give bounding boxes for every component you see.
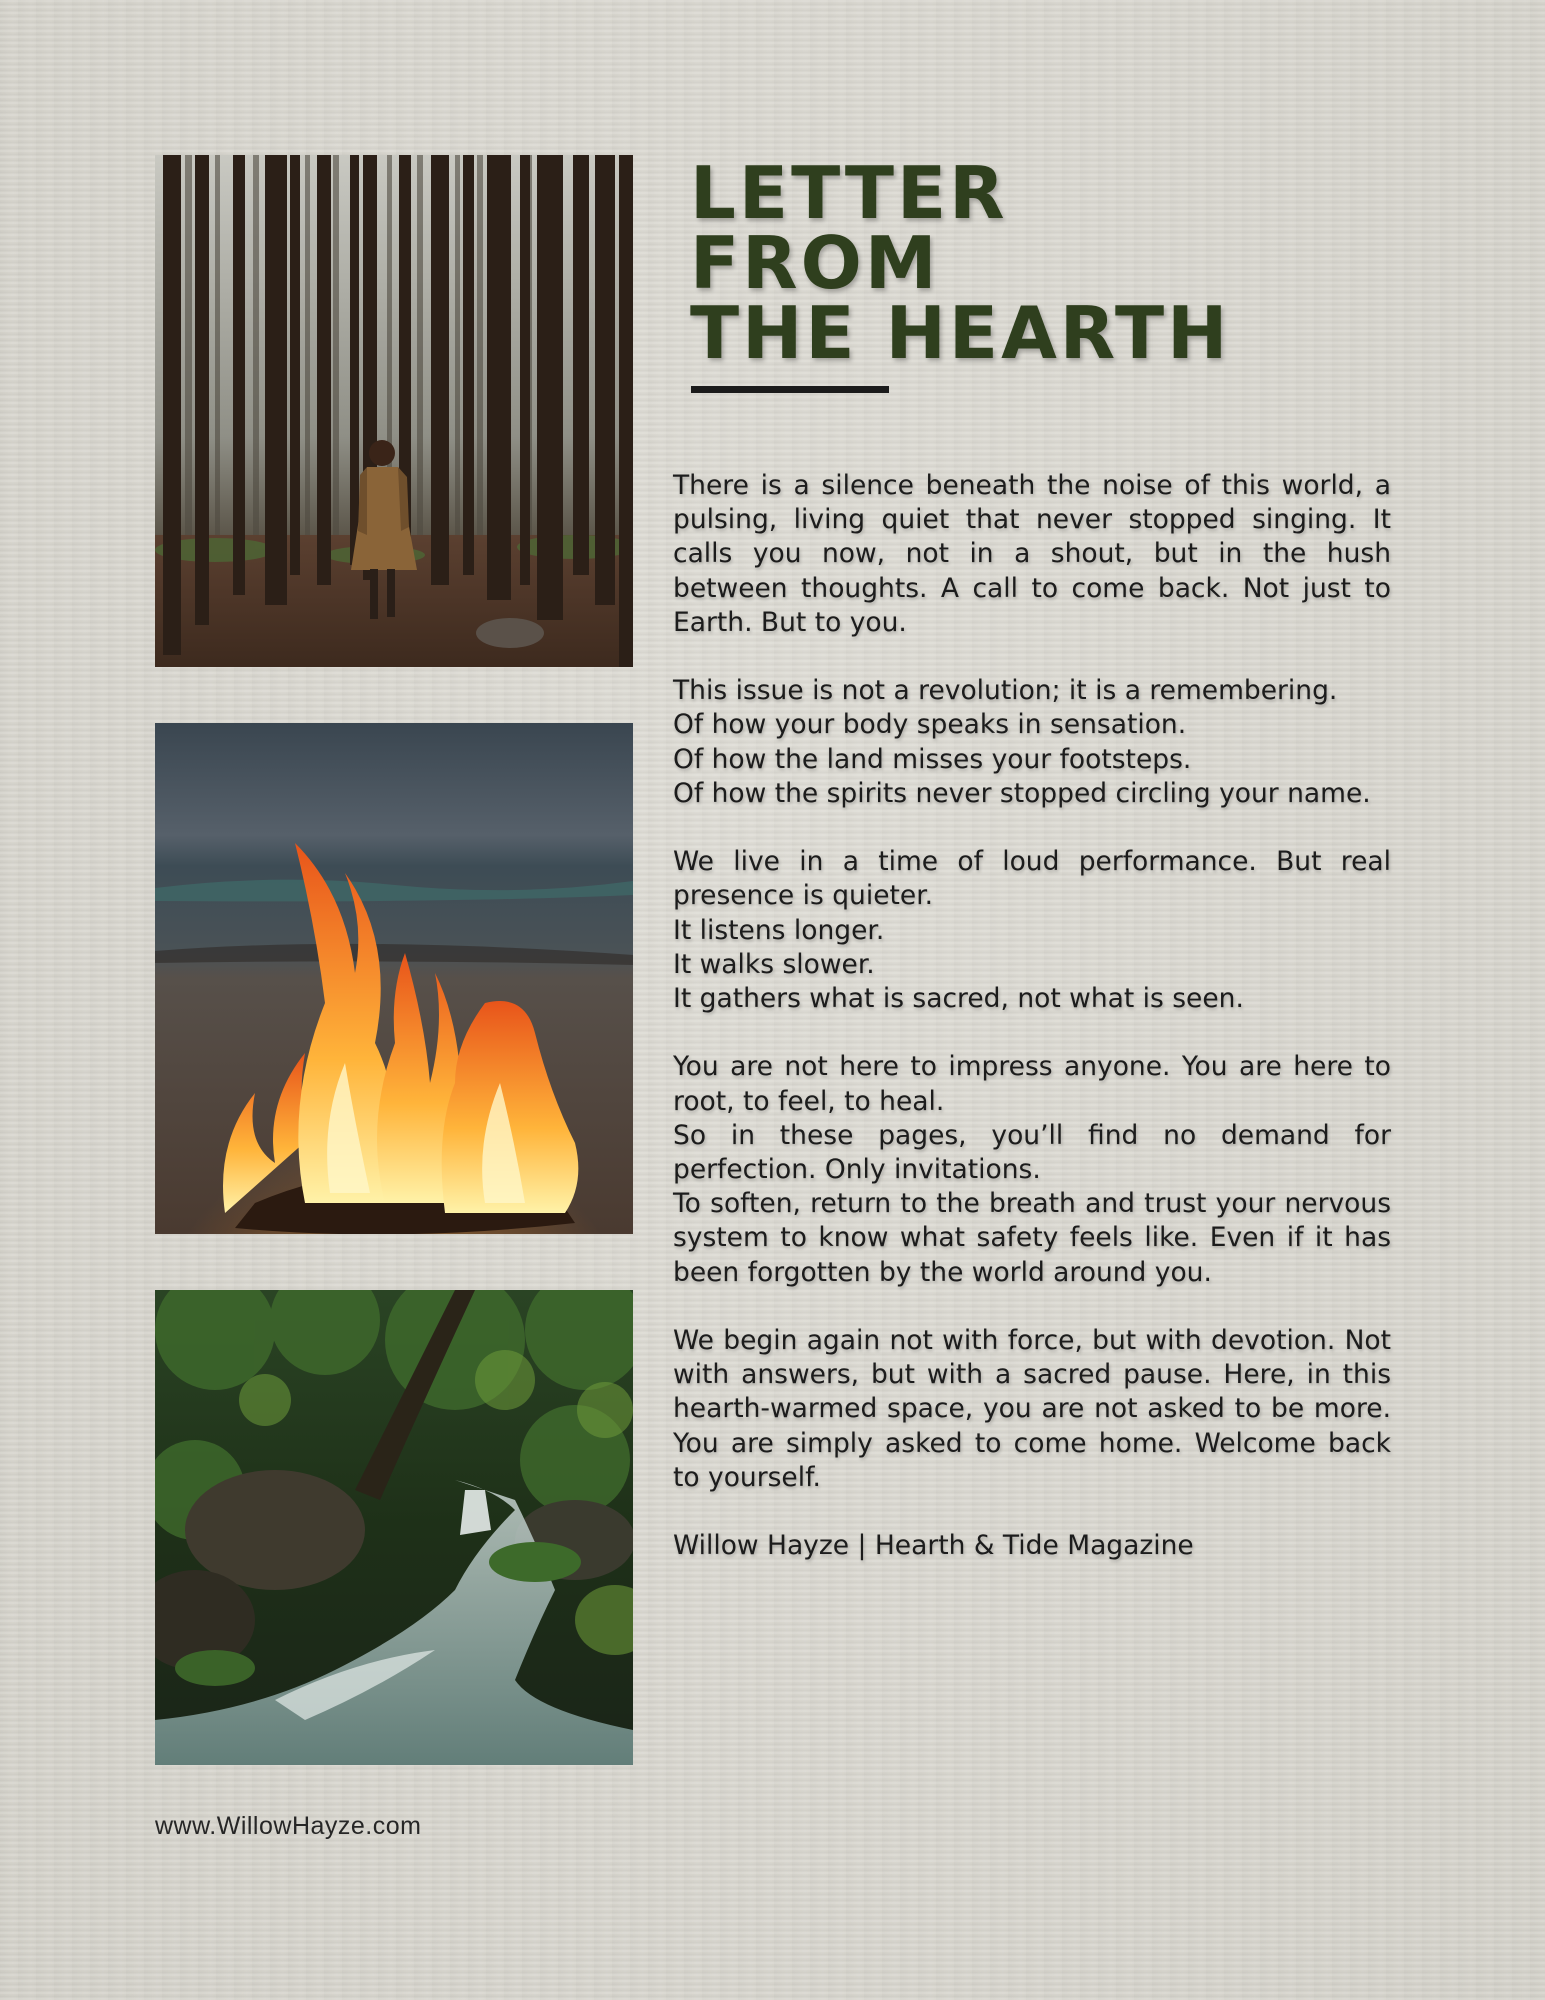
title-line-3: THE HEARTH: [690, 291, 1231, 375]
title-line-1: LETTER: [690, 151, 1008, 235]
letter-line: We live in a time of loud performance. But real presence is quieter.: [673, 846, 1391, 912]
letter-line: You are not here to impress anyone. You are here to root, to feel, to heal.: [673, 1051, 1391, 1117]
letter-line: This issue is not a revolution; it is a remembering.: [673, 675, 1338, 707]
letter-line: So in these pages, you’ll find no demand for perfection. Only invitations.: [673, 1119, 1391, 1186]
letter-paragraph-2: [673, 674, 1391, 811]
website-link[interactable]: www.WillowHayze.com: [155, 1812, 422, 1840]
letter-paragraph-1: There is a silence beneath the noise of this world, a pulsing, living quiet that never stopped singing. It calls you now, not in a shout, but in the hush between thoughts. A call to come back. Not just to Earth. But to you.: [673, 470, 1391, 638]
letter-body: [673, 469, 1391, 1563]
letter-line: To soften, return to the breath and trust your nervous system to know what safety feels like. Even if it has been forgotten by the world around you.: [673, 1188, 1391, 1288]
letter-line: Of how the spirits never stopped circling your name.: [673, 777, 1371, 809]
letter-line: It walks slower.: [673, 948, 875, 980]
page-title: [690, 151, 1450, 375]
title-line-2: FROM: [690, 221, 940, 305]
bonfire-beach-photo: [155, 723, 633, 1234]
letter-line: Of how your body speaks in sensation.: [673, 709, 1187, 741]
letter-paragraph-3: [673, 845, 1391, 1016]
title-underline: [691, 386, 889, 393]
forest-stream-photo: [155, 1290, 633, 1765]
letter-paragraph-5: We begin again not with force, but with devotion. Not with answers, but with a sacred pause. Here, in this hearth-warmed space, you are not asked to be more. You are simply asked to come home. Welcome back to yourself.: [673, 1325, 1391, 1493]
letter-paragraph-4: [673, 1050, 1391, 1289]
forest-walk-photo: [155, 155, 633, 667]
letter-line: Of how the land misses your footsteps.: [673, 743, 1192, 775]
letter-line: It gathers what is sacred, not what is seen.: [673, 983, 1244, 1015]
signature: Willow Hayze | Hearth & Tide Magazine: [673, 1530, 1194, 1562]
letter-line: It listens longer.: [673, 914, 885, 946]
